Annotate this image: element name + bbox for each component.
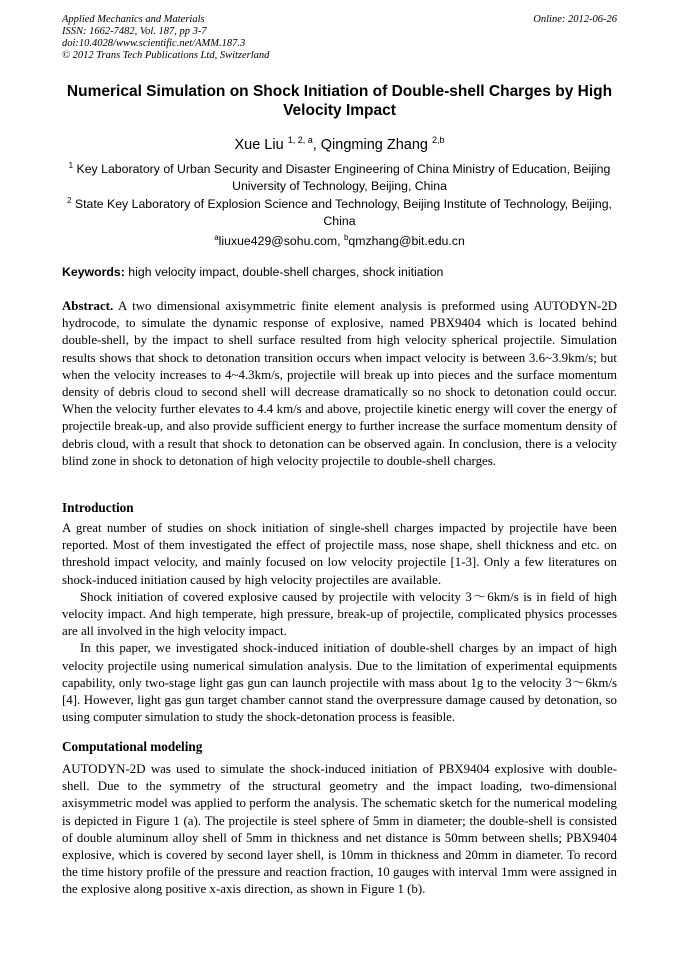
abstract — [62, 298, 617, 470]
computational-modeling-body — [62, 761, 617, 899]
doi-line: doi:10.4028/www.scientific.net/AMM.187.3 — [62, 38, 246, 49]
paper-title: Numerical Simulation on Shock Initiation of Double-shell Charges by High Velocity Impact — [66, 83, 613, 119]
affiliation-marker: 2 — [67, 196, 72, 205]
abstract-label: Abstract. — [62, 299, 114, 313]
online-date: Online: 2012-06-26 — [533, 14, 617, 25]
affiliation-text: Key Laboratory of Urban Security and Disaster Engineering of China Ministry of Education, Beijing University of Technology, Beijing, China — [76, 162, 611, 193]
email-marker: b — [343, 233, 349, 242]
abstract-text: A two dimensional axisymmetric finite element analysis is preformed using AUTODYN-2D hydrocode, to simulate the dynamic response of explosive, named PBX9404 which is located behind double-shell, by the impact to shell surface resulted from high velocity spherical projectile. Simulation results shows that shock to detonation transition occurs when impact velocity is between 3.6~3.9km/s; but when the velocity increases to 4~4.3km/s, projectile will break up into pieces and the surface momentum density of debris cloud to second shell will decrease dramatically so no shock to detonation could occur. When the velocity further elevates to 4.4 km/s and above, projectile kinetic energy will cover the energy of projectile break-up, and also provide sufficient energy to further increase the surface momentum density of debris cloud, with a result that shock to detonation can be observed again. In conclusion, there is a velocity blind zone in shock to detonation of high velocity projectile to double-shell charges. — [62, 299, 617, 468]
author-list — [62, 131, 617, 154]
author-superscript: 1, 2, a — [287, 135, 313, 145]
paragraph: A great number of studies on shock initiation of single-shell charges impacted by projectile have been reported. Most of them investigated the effect of projectile mass, nose shape, shell thickness and etc. on threshold impact velocity, and mainly focused on low velocity projectile [1-3]. Only a few literatures on shock-induced initiation caused by high velocity projectiles are available. — [62, 521, 617, 587]
author-name: Xue Liu — [234, 137, 284, 153]
affiliation-marker: 1 — [68, 161, 74, 170]
section-heading-introduction: Introduction — [62, 500, 134, 515]
paragraph: AUTODYN-2D was used to simulate the shock-induced initiation of PBX9404 explosive with double-shell. Due to the symmetry of the structural geometry and the impact loading, two-dimensional axisymmetric model was applied to perform the analysis. The schematic sketch for the numerical modeling is depicted in Figure 1 (a). The projectile is steel sphere of 5mm in diameter; the double-shell is consisted of double aluminum alloy shell of 5mm in thickness and net distance is 50mm between shells; PBX9404 explosive, which is covered by second layer shell, is 10mm in thickness and 20mm in diameter. To record the time history profile of the pressure and reaction fraction, 10 gauges with interval 1mm were assigned in the explosive along positive x-axis direction, as shown in Figure 1 (b). — [62, 762, 617, 897]
affiliation-2 — [62, 192, 617, 230]
keywords-text: high velocity impact, double-shell charges, shock initiation — [128, 265, 444, 279]
email-address[interactable]: qmzhang@bit.edu.cn — [348, 234, 465, 248]
keywords — [62, 264, 617, 281]
paragraph: Shock initiation of covered explosive caused by projectile with velocity 3～6km/s is in field of high velocity impact. And high temperate, high pressure, break-up of projectile, complicated physics processes are all involved in the high velocity impact. — [62, 589, 617, 639]
introduction-body — [62, 520, 617, 726]
affiliation-text: State Key Laboratory of Explosion Science and Technology, Beijing Institute of Technology, Beijing, China — [74, 197, 612, 228]
journal-header — [62, 14, 617, 62]
author-separator: , — [312, 137, 321, 153]
affiliation-1 — [62, 157, 617, 195]
author-emails: $^a$liuxue429@sohu.com, $^b$qmzhang@bit.edu.cn — [214, 233, 465, 248]
keywords-label: Keywords: — [62, 265, 125, 279]
email-address[interactable]: liuxue429@sohu.com — [218, 234, 338, 248]
copyright-line: © 2012 Trans Tech Publications Ltd, Switzerland — [62, 50, 270, 61]
journal-name: Applied Mechanics and Materials — [62, 14, 205, 25]
author-superscript: 2,b — [432, 135, 445, 145]
paragraph: In this paper, we investigated shock-induced initiation of double-shell charges by an impact of high velocity projectile using numerical simulation analysis. Due to the limitation of experimental equipments capability, only two-stage light gas gun can launch projectile with mass about 1g to the velocity 3～6km/s [4]. However, light gas gun target chamber cannot stand the overpressure damage caused by detonation, so using computer simulation to study the shock-detonation process is feasible. — [62, 641, 617, 725]
email-marker: a — [214, 233, 219, 242]
author-name: Qingming Zhang — [320, 137, 428, 153]
issn-line: ISSN: 1662-7482, Vol. 187, pp 3-7 — [62, 26, 207, 37]
section-heading-computational-modeling: Computational modeling — [62, 739, 203, 754]
